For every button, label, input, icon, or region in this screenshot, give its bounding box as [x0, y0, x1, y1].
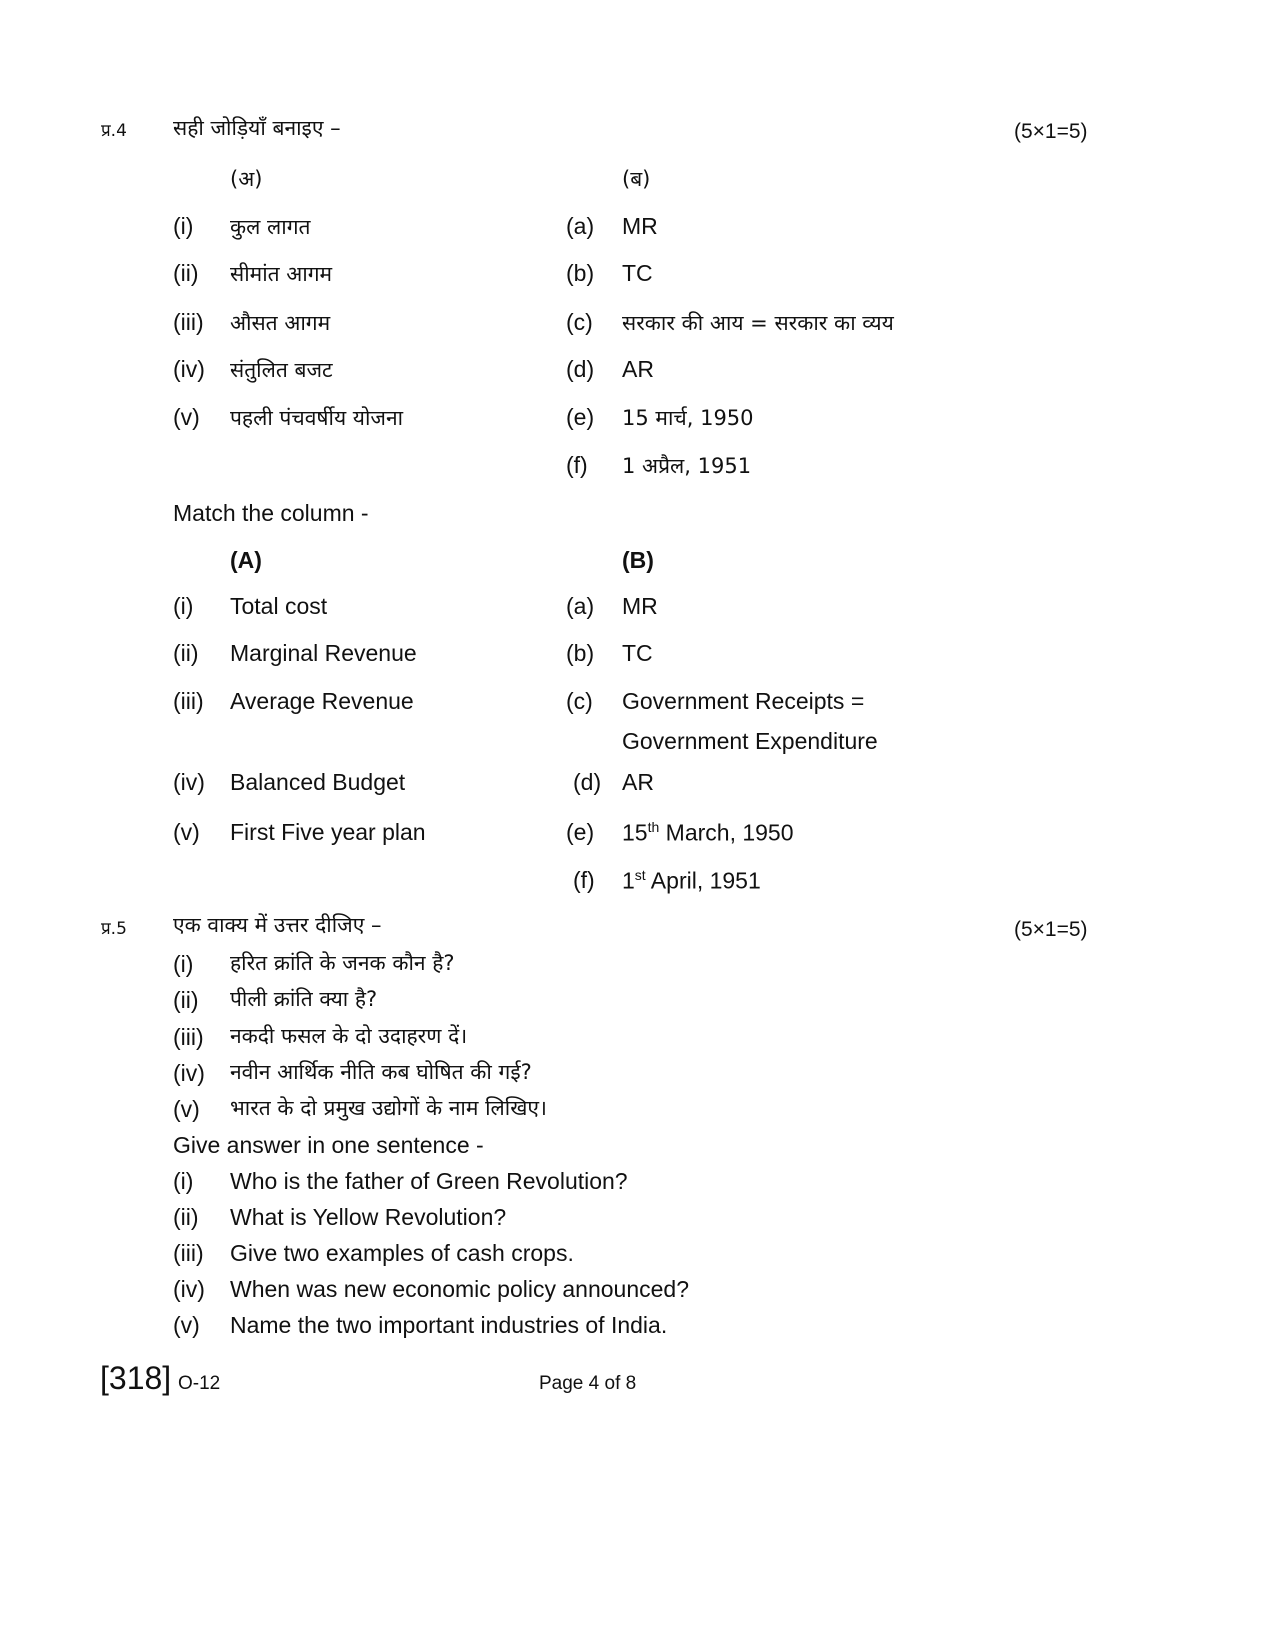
question-item: Who is the father of Green Revolution?	[230, 1168, 628, 1194]
right-item: MR	[622, 593, 658, 619]
ordinal-suffix: st	[634, 867, 646, 883]
question-instruction: एक वाक्य में उत्तर दीजिए –	[173, 913, 382, 937]
question-number: प्र.5	[101, 919, 127, 939]
row-number: (i)	[173, 593, 194, 619]
row-number: (v)	[173, 819, 200, 845]
right-item: TC	[622, 640, 653, 666]
item-number: (v)	[173, 1096, 200, 1122]
left-item: कुल लागत	[230, 215, 311, 239]
marks-label: (5×1=5)	[1014, 120, 1088, 143]
right-item-letter: (e)	[566, 404, 595, 430]
question-item: नकदी फसल के दो उदाहरण दें।	[230, 1024, 468, 1048]
row-number: (ii)	[173, 260, 199, 286]
right-item: TC	[622, 260, 653, 286]
left-item: Balanced Budget	[230, 769, 406, 795]
left-item: First Five year plan	[230, 819, 426, 845]
left-item: औसत आगम	[230, 311, 331, 335]
item-number: (v)	[173, 1312, 200, 1338]
right-item: सरकार की आय = सरकार का व्यय	[622, 311, 894, 335]
question-instruction-english: Give answer in one sentence -	[173, 1132, 484, 1158]
item-number: (i)	[173, 1168, 194, 1194]
item-number: (iv)	[173, 1276, 205, 1302]
item-number: (iii)	[173, 1240, 204, 1266]
right-item-letter: (a)	[566, 213, 595, 239]
column-heading-b: (ब)	[622, 167, 651, 191]
right-item: 15 मार्च, 1950	[622, 406, 754, 430]
item-number: (iv)	[173, 1060, 205, 1086]
item-number: (ii)	[173, 1204, 199, 1230]
row-number: (iv)	[173, 356, 205, 382]
right-item-letter: (f)	[573, 867, 595, 893]
date-day: 1	[622, 867, 635, 894]
question-item: Give two examples of cash crops.	[230, 1240, 574, 1266]
paper-series: O-12	[178, 1373, 221, 1394]
column-heading-b: (B)	[622, 547, 654, 573]
right-item-letter: (f)	[566, 452, 588, 478]
left-item: Marginal Revenue	[230, 640, 417, 666]
right-item: MR	[622, 213, 658, 239]
question-item: पीली क्रांति क्या है?	[230, 987, 378, 1011]
right-item: 1 अप्रैल, 1951	[622, 454, 752, 478]
question-item: भारत के दो प्रमुख उद्योगों के नाम लिखिए।	[230, 1096, 547, 1120]
right-item-letter: (d)	[573, 769, 602, 795]
row-number: (i)	[173, 213, 194, 239]
right-item	[622, 819, 794, 847]
question-item: हरित क्रांति के जनक कौन है?	[230, 951, 455, 975]
right-item-letter: (c)	[566, 309, 593, 335]
item-number: (i)	[173, 951, 194, 977]
right-item-continuation: Government Expenditure	[622, 728, 878, 754]
row-number: (v)	[173, 404, 200, 430]
right-item-letter: (d)	[566, 356, 595, 382]
right-item: Government Receipts =	[622, 688, 865, 714]
row-number: (iii)	[173, 309, 204, 335]
right-item: AR	[622, 356, 654, 382]
left-item: पहली पंचवर्षीय योजना	[230, 406, 404, 430]
right-item-letter: (b)	[566, 260, 595, 286]
marks-label: (5×1=5)	[1014, 918, 1088, 941]
question-item: Name the two important industries of India.	[230, 1312, 668, 1338]
item-number: (iii)	[173, 1024, 204, 1050]
ordinal-suffix: th	[647, 819, 660, 835]
question-item: What is Yellow Revolution?	[230, 1204, 507, 1230]
date-rest: April, 1951	[645, 867, 761, 894]
left-item: सीमांत आगम	[230, 262, 333, 286]
left-item: संतुलित बजट	[230, 358, 333, 382]
row-number: (iii)	[173, 688, 204, 714]
left-item: Total cost	[230, 593, 328, 619]
row-number: (ii)	[173, 640, 199, 666]
right-item-letter: (c)	[566, 688, 593, 714]
question-instruction-english: Match the column -	[173, 500, 369, 526]
paper-code: [318]	[100, 1360, 172, 1396]
column-heading-a: (A)	[230, 547, 262, 573]
right-item-letter: (e)	[566, 819, 595, 845]
page-number: Page 4 of 8	[539, 1373, 637, 1394]
column-heading-a: (अ)	[230, 167, 263, 191]
date-rest: March, 1950	[659, 819, 794, 846]
question-item: नवीन आर्थिक नीति कब घोषित की गई?	[230, 1060, 532, 1084]
right-item: AR	[622, 769, 654, 795]
left-item: Average Revenue	[230, 688, 414, 714]
question-item: When was new economic policy announced?	[230, 1276, 689, 1302]
question-number: प्र.4	[101, 121, 127, 141]
question-instruction: सही जोड़ियाँ बनाइए –	[173, 116, 341, 140]
date-day: 15	[622, 819, 648, 846]
item-number: (ii)	[173, 987, 199, 1013]
right-item	[622, 867, 761, 895]
right-item-letter: (a)	[566, 593, 595, 619]
right-item-letter: (b)	[566, 640, 595, 666]
row-number: (iv)	[173, 769, 205, 795]
